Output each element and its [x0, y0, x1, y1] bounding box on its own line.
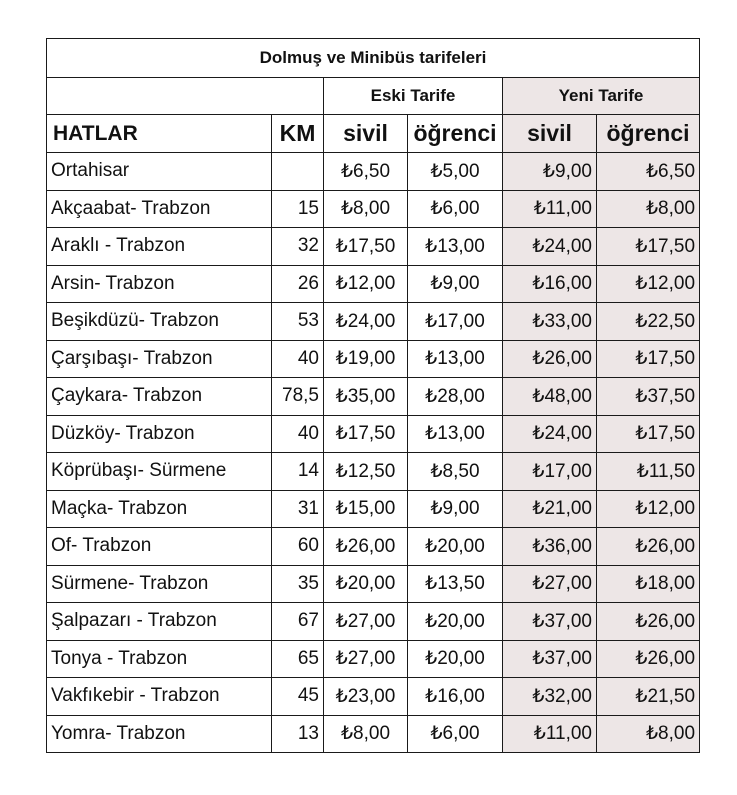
table-row [47, 603, 700, 641]
table-row [47, 678, 700, 716]
km-cell: 13 [272, 715, 324, 753]
km-cell [272, 153, 324, 191]
table-row [47, 490, 700, 528]
old-civil-fare-cell: ₺17,50 [324, 415, 408, 453]
table-row [47, 640, 700, 678]
old-civil-fare-cell: ₺20,00 [324, 565, 408, 603]
new-student-fare-cell: ₺26,00 [597, 528, 700, 566]
km-cell: 45 [272, 678, 324, 716]
table-row [47, 228, 700, 266]
km-cell: 14 [272, 453, 324, 491]
old-civil-fare-cell: ₺27,00 [324, 603, 408, 641]
km-cell: 32 [272, 228, 324, 266]
new-student-fare-cell: ₺11,50 [597, 453, 700, 491]
new-civil-fare-cell: ₺9,00 [503, 153, 597, 191]
old-civil-fare-cell: ₺8,00 [324, 715, 408, 753]
route-cell: Beşikdüzü- Trabzon [47, 303, 272, 341]
table-row [47, 378, 700, 416]
new-civil-fare-cell: ₺17,00 [503, 453, 597, 491]
km-cell: 67 [272, 603, 324, 641]
new-civil-fare-cell: ₺27,00 [503, 565, 597, 603]
km-cell: 60 [272, 528, 324, 566]
new-student-fare-cell: ₺8,00 [597, 190, 700, 228]
old-student-fare-cell: ₺8,50 [408, 453, 503, 491]
new-civil-fare-cell: ₺32,00 [503, 678, 597, 716]
new-tariff-header: Yeni Tarife [503, 78, 700, 115]
new-student-column-header: öğrenci [597, 115, 700, 153]
route-cell: Maçka- Trabzon [47, 490, 272, 528]
old-student-fare-cell: ₺28,00 [408, 378, 503, 416]
km-column-header: KM [272, 115, 324, 153]
route-cell: Yomra- Trabzon [47, 715, 272, 753]
old-civil-fare-cell: ₺8,00 [324, 190, 408, 228]
old-civil-fare-cell: ₺12,00 [324, 265, 408, 303]
route-cell: Tonya - Trabzon [47, 640, 272, 678]
new-student-fare-cell: ₺17,50 [597, 340, 700, 378]
new-civil-fare-cell: ₺24,00 [503, 228, 597, 266]
km-cell: 35 [272, 565, 324, 603]
old-student-fare-cell: ₺16,00 [408, 678, 503, 716]
new-student-fare-cell: ₺37,50 [597, 378, 700, 416]
route-cell: Çarşıbaşı- Trabzon [47, 340, 272, 378]
new-civil-fare-cell: ₺26,00 [503, 340, 597, 378]
old-civil-fare-cell: ₺27,00 [324, 640, 408, 678]
route-cell: Akçaabat- Trabzon [47, 190, 272, 228]
route-cell: Vakfıkebir - Trabzon [47, 678, 272, 716]
km-cell: 78,5 [272, 378, 324, 416]
old-student-fare-cell: ₺6,00 [408, 715, 503, 753]
table-row [47, 453, 700, 491]
old-civil-column-header: sivil [324, 115, 408, 153]
route-cell: Çaykara- Trabzon [47, 378, 272, 416]
km-cell: 53 [272, 303, 324, 341]
group-header-row [47, 78, 700, 115]
route-cell: Of- Trabzon [47, 528, 272, 566]
new-student-fare-cell: ₺12,00 [597, 265, 700, 303]
new-civil-fare-cell: ₺11,00 [503, 715, 597, 753]
old-student-fare-cell: ₺13,50 [408, 565, 503, 603]
table-row [47, 153, 700, 191]
route-cell: Arsin- Trabzon [47, 265, 272, 303]
new-civil-fare-cell: ₺21,00 [503, 490, 597, 528]
old-student-fare-cell: ₺20,00 [408, 603, 503, 641]
group-header-blank [47, 78, 324, 115]
old-student-fare-cell: ₺6,00 [408, 190, 503, 228]
km-cell: 40 [272, 415, 324, 453]
table-row [47, 565, 700, 603]
new-civil-fare-cell: ₺11,00 [503, 190, 597, 228]
new-student-fare-cell: ₺17,50 [597, 228, 700, 266]
old-civil-fare-cell: ₺35,00 [324, 378, 408, 416]
old-student-fare-cell: ₺9,00 [408, 265, 503, 303]
route-cell: Araklı - Trabzon [47, 228, 272, 266]
title-row [47, 39, 700, 78]
old-student-fare-cell: ₺5,00 [408, 153, 503, 191]
new-civil-fare-cell: ₺37,00 [503, 640, 597, 678]
old-civil-fare-cell: ₺12,50 [324, 453, 408, 491]
new-civil-fare-cell: ₺33,00 [503, 303, 597, 341]
route-cell: Köprübaşı- Sürmene [47, 453, 272, 491]
old-tariff-header: Eski Tarife [324, 78, 503, 115]
new-civil-fare-cell: ₺37,00 [503, 603, 597, 641]
new-student-fare-cell: ₺8,00 [597, 715, 700, 753]
old-student-column-header: öğrenci [408, 115, 503, 153]
old-student-fare-cell: ₺13,00 [408, 340, 503, 378]
old-student-fare-cell: ₺17,00 [408, 303, 503, 341]
new-civil-fare-cell: ₺36,00 [503, 528, 597, 566]
old-civil-fare-cell: ₺19,00 [324, 340, 408, 378]
new-student-fare-cell: ₺21,50 [597, 678, 700, 716]
old-civil-fare-cell: ₺6,50 [324, 153, 408, 191]
new-student-fare-cell: ₺12,00 [597, 490, 700, 528]
table-row [47, 415, 700, 453]
km-cell: 40 [272, 340, 324, 378]
new-civil-fare-cell: ₺16,00 [503, 265, 597, 303]
new-student-fare-cell: ₺6,50 [597, 153, 700, 191]
old-student-fare-cell: ₺9,00 [408, 490, 503, 528]
tariff-table [46, 38, 700, 753]
old-student-fare-cell: ₺13,00 [408, 415, 503, 453]
table-row [47, 340, 700, 378]
km-cell: 26 [272, 265, 324, 303]
old-student-fare-cell: ₺20,00 [408, 528, 503, 566]
table-row [47, 303, 700, 341]
new-civil-fare-cell: ₺48,00 [503, 378, 597, 416]
old-civil-fare-cell: ₺24,00 [324, 303, 408, 341]
km-cell: 15 [272, 190, 324, 228]
route-cell: Düzköy- Trabzon [47, 415, 272, 453]
new-civil-column-header: sivil [503, 115, 597, 153]
route-cell: Şalpazarı - Trabzon [47, 603, 272, 641]
new-student-fare-cell: ₺26,00 [597, 603, 700, 641]
new-civil-fare-cell: ₺24,00 [503, 415, 597, 453]
old-civil-fare-cell: ₺15,00 [324, 490, 408, 528]
new-student-fare-cell: ₺26,00 [597, 640, 700, 678]
old-civil-fare-cell: ₺26,00 [324, 528, 408, 566]
new-student-fare-cell: ₺18,00 [597, 565, 700, 603]
table-title: Dolmuş ve Minibüs tarifeleri [47, 39, 700, 78]
km-cell: 31 [272, 490, 324, 528]
old-student-fare-cell: ₺13,00 [408, 228, 503, 266]
table-row [47, 265, 700, 303]
route-cell: Ortahisar [47, 153, 272, 191]
old-civil-fare-cell: ₺17,50 [324, 228, 408, 266]
table-row [47, 715, 700, 753]
route-cell: Sürmene- Trabzon [47, 565, 272, 603]
tariff-sheet [46, 38, 699, 753]
table-row [47, 190, 700, 228]
new-student-fare-cell: ₺17,50 [597, 415, 700, 453]
km-cell: 65 [272, 640, 324, 678]
old-student-fare-cell: ₺20,00 [408, 640, 503, 678]
column-header-row [47, 115, 700, 153]
route-column-header: HATLAR [47, 115, 272, 153]
old-civil-fare-cell: ₺23,00 [324, 678, 408, 716]
table-row [47, 528, 700, 566]
new-student-fare-cell: ₺22,50 [597, 303, 700, 341]
